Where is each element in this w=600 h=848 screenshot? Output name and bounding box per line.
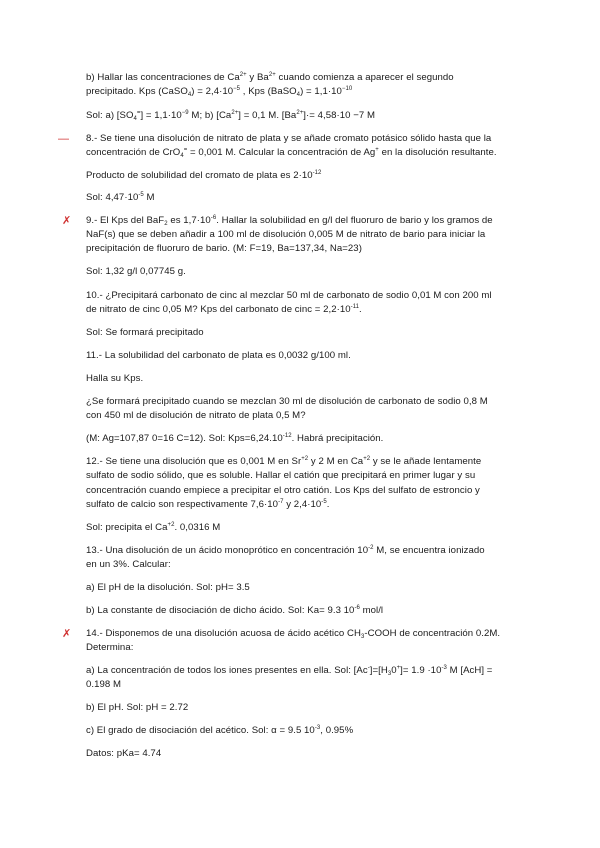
problem-12-line-4: sulfato de calcio son respectivamente $7,6\cdot 10^{-7}$ y $2,4\cdot 10^{-5}$. xyxy=(86,499,330,510)
problem-9-solution: Sol: 1,32 g/l 0,07745 g. xyxy=(86,266,186,277)
problem-12-solution: Sol: precipita el $Ca^{+2}$. 0,0316 M xyxy=(86,522,221,533)
problem-9-line-2: NaF(s) que se deben añadir a 100 ml de disolución 0,005 M de nitrato de bario para iniciar la xyxy=(86,229,486,240)
margin-cross-mark: ✗ xyxy=(62,628,72,640)
problem-14-line-1: 14.- Disponemos de una disolución acuosa de ácido acético $CH_3$-COOH de concentración 0.2M. xyxy=(86,628,501,640)
problem-13-part-a: a) El pH de la disolución. Sol: pH= 3.5 xyxy=(86,582,250,593)
problem-13-line-1: 13.- Una disolución de un ácido monoprótico en concentración $10^{-2}$ M, se encuentra ionizado xyxy=(86,545,485,556)
problem-8-line-3: Producto de solubilidad del cromato de plata es $2\cdot 10^{-12}$ xyxy=(86,170,322,181)
problem-12-line-1: 12.- Se tiene una disolución que es 0,001 M en $Sr^{+2}$ y 2 M en $Ca^{+2}$ y se le añade lentamente xyxy=(86,456,482,467)
margin-dash-mark: — xyxy=(58,133,69,145)
problem-12-line-2: sulfato de sodio sólido, que es soluble. Hallar el catión que precipitará en primer lugar y su xyxy=(86,470,476,481)
problem-9-line-3: precipitación de fluoruro de bario. (M: F=19, Ba=137,34, Na=23) xyxy=(86,243,362,254)
problem-11-line-2: Halla su Kps. xyxy=(86,373,144,384)
problem-14-part-a-line-2: 0.198 M xyxy=(86,679,122,690)
problem-11-line-4: con 450 ml de disolución de nitrato de plata 0,5 M? xyxy=(86,410,306,421)
problem-14-part-a-line-1: a) La concentración de todos los iones presentes en ella. Sol: $[Ac^-]=[H_30^+]= 1.9 \cdot 10^{-3}$ M [AcH] = xyxy=(86,665,493,677)
problem-11-line-1: 11.- La solubilidad del carbonato de plata es 0,0032 g/100 ml. xyxy=(86,350,351,361)
problem-11-line-3: ¿Se formará precipitado cuando se mezclan 30 ml de disolución de carbonato de sodio 0,8 M xyxy=(86,396,488,407)
problem-b-line-2: precipitado. Kps (CaSO$_4$) = $2,4\cdot 10^{-5}$ , Kps (BaSO$_4$) = $1,1\cdot 10^{-10}$ xyxy=(86,86,353,98)
problem-14-line-2: Determina: xyxy=(86,642,134,653)
margin-cross-mark: ✗ xyxy=(62,215,72,227)
problem-10-line-1: 10.- ¿Precipitará carbonato de cinc al mezclar 50 ml de carbonato de sodio 0,01 M con 200 ml xyxy=(86,290,492,301)
problem-8-line-1: 8.- Se tiene una disolución de nitrato de plata y se añade cromato potásico sólido hasta que la xyxy=(86,133,492,144)
problem-12-line-3: concentración cuando empiece a precipitar el otro catión. Los Kps del sulfato de estroncio y xyxy=(86,485,480,496)
problem-10-line-2: de nitrato de cinc 0,05 M? Kps del carbonato de cinc = $2,2\cdot 10^{-11}$. xyxy=(86,304,362,315)
problem-11-solution: (M: Ag=107,87 0=16 C=12). Sol: $Kps=6,24.10^{-12}$. Habrá precipitación. xyxy=(86,433,384,444)
problem-9-line-1: 9.- El Kps del BaF$_2$ es $1,7\cdot 10^{-6}$. Hallar la solubilidad en g/l del fluoruro de bario y los gramos de xyxy=(86,215,493,227)
problem-14-datos: Datos: pKa= 4.74 xyxy=(86,748,162,759)
problem-13-line-2: en un 3%. Calcular: xyxy=(86,559,171,570)
problem-13-part-b: b) La constante de disociación de dicho ácido. Sol: Ka= 9.3 $10^{-6}$ mol/l xyxy=(86,605,384,616)
problem-10-solution: Sol: Se formará precipitado xyxy=(86,327,204,338)
problem-14-part-c: c) El grado de disociación del acético. Sol: α = 9.5 $10^{-3}$, 0.95% xyxy=(86,725,354,736)
problem-8-line-2: concentración de CrO$_4$= = 0,001 M. Calcular la concentración de Ag+ en la disolución resultante. xyxy=(86,147,497,159)
problem-b-line-1: b) Hallar las concentraciones de $Ca^{2+}$ y $Ba^{2+}$ cuando comienza a aparecer el segundo xyxy=(86,72,454,83)
problem-8-solution: Sol: $4,47\cdot 10^{-5}$ M xyxy=(86,192,155,203)
problem-14-part-b: b) El pH. Sol: pH = 2.72 xyxy=(86,702,189,713)
problem-b-solution: Sol: a) $[SO_4^=] = 1,1\cdot 10^{-9}$ M; b) $[Ca^{2+}] = 0,1$ M. $[Ba^{2+}]\cdot= 4,58\cdot 10 -7$ M xyxy=(86,110,375,122)
